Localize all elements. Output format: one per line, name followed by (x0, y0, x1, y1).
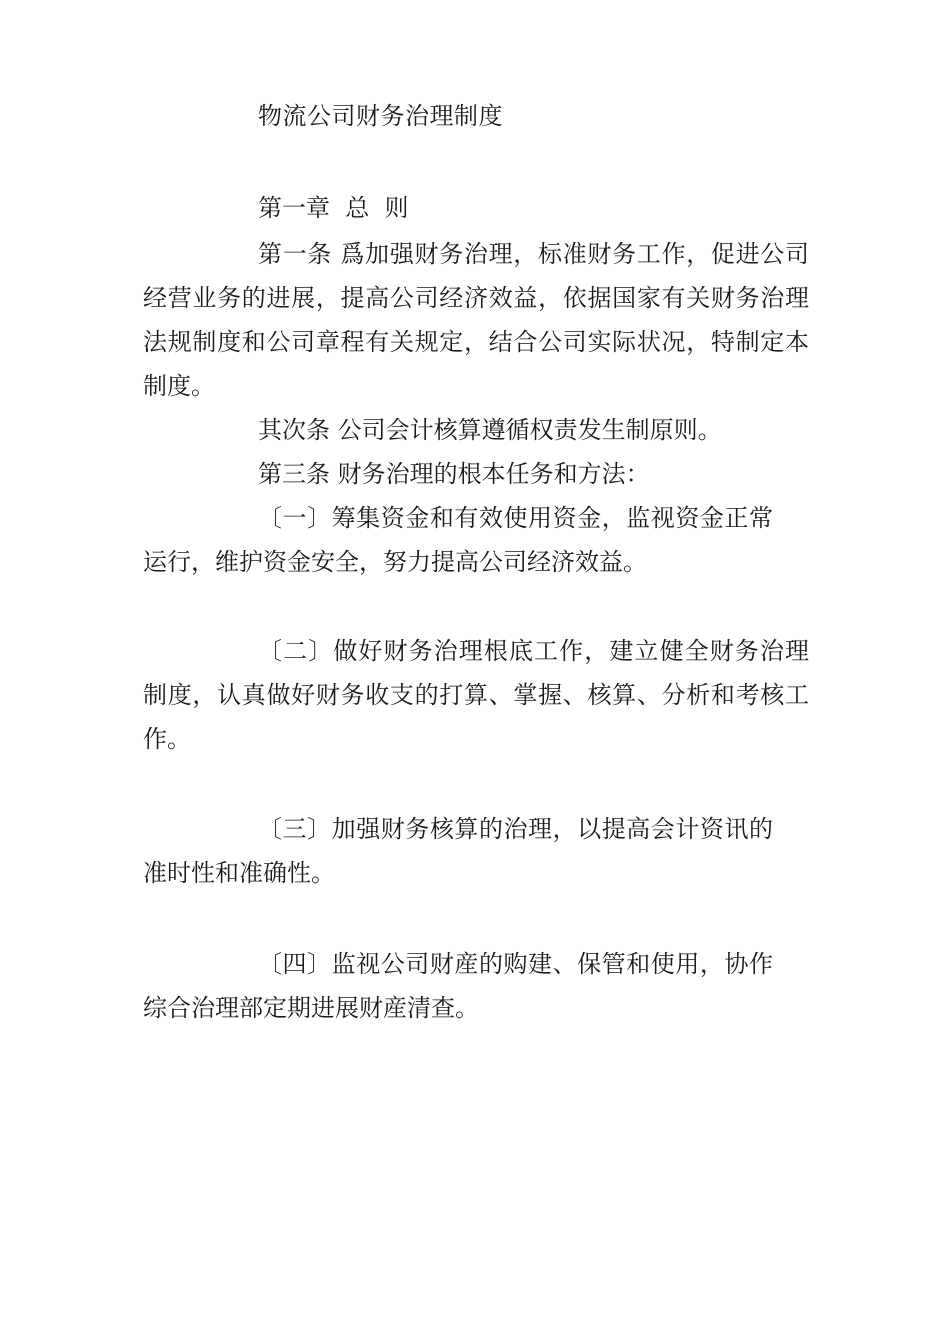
list-item-4: 〔四〕监视公司财産的购建、保管和使用，协作综合治理部定期进展财産清查。 (143, 950, 773, 1022)
article-2-paragraph: 其次条 公司会计核算遵循权责发生制原则。 (258, 416, 722, 444)
list-item-2: 〔二〕做好财务治理根底工作，建立健全财务治理制度，认真做好财务收支的打算、掌握、核算、分析和考核工作。 (143, 637, 809, 753)
list-item-3: 〔三〕加强财务核算的治理，以提高会计资讯的准时性和准确性。 (143, 815, 773, 887)
article-1-paragraph: 第一条 爲加强财务治理，标准财务工作，促进公司经营业务的进展，提高公司经济效益，依据国家有关财务治理法规制度和公司章程有关规定，结合公司实际状况，特制定本制度。 (143, 240, 809, 400)
document-title: 物流公司财务治理制度 (258, 102, 503, 130)
article-3-paragraph: 第三条 财务治理的根本任务和方法： (258, 460, 650, 488)
list-item-1: 〔一〕筹集资金和有效使用资金，监视资金正常运行，维护资金安全，努力提高公司经济效益。 (143, 504, 773, 576)
chapter-heading: 第一章 总 则 (258, 194, 409, 222)
